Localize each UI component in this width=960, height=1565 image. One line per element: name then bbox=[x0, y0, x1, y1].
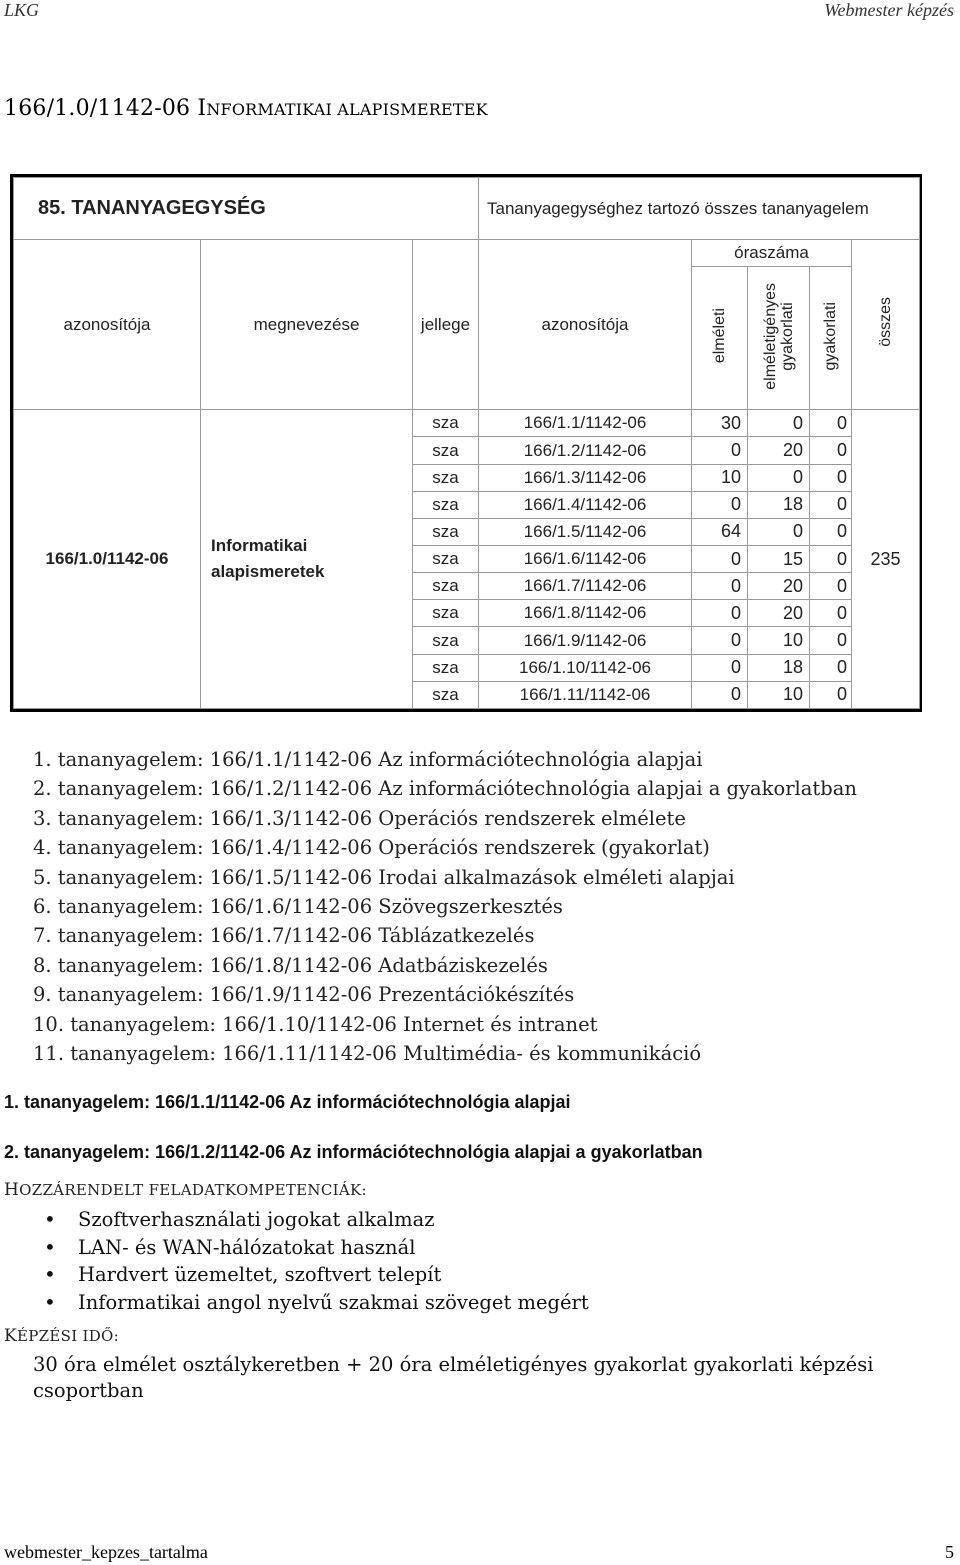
heading-element-1: 1. tananyagelem: 166/1.1/1142-06 Az információtechnológia alapjai bbox=[4, 1092, 571, 1112]
col-azonositoja-2: azonosítója bbox=[479, 240, 692, 410]
competency-item: • Szoftverhasználati jogokat alkalmaz bbox=[44, 1206, 589, 1234]
row-elmeletigenyes: 0 bbox=[748, 518, 810, 545]
total-hours: 235 bbox=[852, 410, 920, 709]
row-elmeleti: 0 bbox=[692, 600, 748, 627]
page-number: 5 bbox=[945, 1542, 954, 1562]
row-type: sza bbox=[413, 654, 479, 681]
row-type: sza bbox=[413, 573, 479, 600]
row-elmeletigenyes: 0 bbox=[748, 464, 810, 491]
row-gyakorlati: 0 bbox=[810, 410, 852, 437]
row-elmeleti: 0 bbox=[692, 654, 748, 681]
list-item: 5. tananyagelem: 166/1.5/1142-06 Irodai alkalmazások elméleti alapjai bbox=[33, 865, 735, 889]
row-elmeletigenyes: 18 bbox=[748, 491, 810, 518]
list-item: 11. tananyagelem: 166/1.11/1142-06 Multimédia- és kommunikáció bbox=[33, 1042, 702, 1066]
list-item: 4. tananyagelem: 166/1.4/1142-06 Operációs rendszerek (gyakorlat) bbox=[33, 836, 710, 860]
competency-item: • LAN- és WAN-hálózatokat használ bbox=[44, 1234, 589, 1262]
header-right: Webmester képzés bbox=[824, 0, 954, 20]
row-id: 166/1.1/1142-06 bbox=[479, 410, 692, 437]
list-item: 3. tananyagelem: 166/1.3/1142-06 Operációs rendszerek elmélete bbox=[33, 806, 686, 830]
row-elmeleti: 30 bbox=[692, 410, 748, 437]
unit-code: 166/1.0/1142-06 bbox=[14, 410, 201, 709]
row-elmeleti: 0 bbox=[692, 437, 748, 464]
row-type: sza bbox=[413, 600, 479, 627]
curriculum-table bbox=[13, 177, 920, 709]
row-gyakorlati: 0 bbox=[810, 546, 852, 573]
list-item: 8. tananyagelem: 166/1.8/1142-06 Adatbáziskezelés bbox=[33, 953, 548, 977]
row-gyakorlati: 0 bbox=[810, 491, 852, 518]
row-id: 166/1.10/1142-06 bbox=[479, 654, 692, 681]
col-gyakorlati: gyakorlati bbox=[810, 267, 852, 410]
training-time-text: 30 óra elmélet osztálykeretben + 20 óra elméletigényes gyakorlat gyakorlati képzési csoportban bbox=[33, 1353, 874, 1402]
training-time-label: KÉPZÉSI IDŐ: bbox=[4, 1326, 120, 1346]
row-elmeleti: 64 bbox=[692, 518, 748, 545]
row-type: sza bbox=[413, 627, 479, 654]
row-id: 166/1.7/1142-06 bbox=[479, 573, 692, 600]
competencies-label: HOZZÁRENDELT FELADATKOMPETENCIÁK: bbox=[4, 1180, 367, 1200]
row-gyakorlati: 0 bbox=[810, 600, 852, 627]
table-row bbox=[14, 410, 920, 437]
curriculum-table-frame bbox=[10, 174, 922, 712]
row-type: sza bbox=[413, 681, 479, 708]
col-jellege: jellege bbox=[413, 240, 479, 410]
row-elmeletigenyes: 20 bbox=[748, 600, 810, 627]
row-id: 166/1.9/1142-06 bbox=[479, 627, 692, 654]
col-azonositoja: azonosítója bbox=[14, 240, 201, 410]
row-elmeletigenyes: 15 bbox=[748, 546, 810, 573]
header-left: LKG bbox=[4, 0, 40, 20]
row-elmeletigenyes: 20 bbox=[748, 573, 810, 600]
row-type: sza bbox=[413, 546, 479, 573]
row-id: 166/1.6/1142-06 bbox=[479, 546, 692, 573]
heading-element-2: 2. tananyagelem: 166/1.2/1142-06 Az információtechnológia alapjai a gyakorlatban bbox=[4, 1142, 703, 1162]
competency-item: • Hardvert üzemeltet, szoftvert telepít bbox=[44, 1261, 589, 1289]
row-id: 166/1.4/1142-06 bbox=[479, 491, 692, 518]
row-type: sza bbox=[413, 518, 479, 545]
competency-item: • Informatikai angol nyelvű szakmai szöveget megért bbox=[44, 1289, 589, 1317]
row-gyakorlati: 0 bbox=[810, 437, 852, 464]
row-gyakorlati: 0 bbox=[810, 627, 852, 654]
row-id: 166/1.5/1142-06 bbox=[479, 518, 692, 545]
col-oraszama: óraszáma bbox=[692, 240, 852, 267]
row-id: 166/1.11/1142-06 bbox=[479, 681, 692, 708]
row-gyakorlati: 0 bbox=[810, 654, 852, 681]
competencies-list bbox=[44, 1206, 589, 1316]
row-type: sza bbox=[413, 464, 479, 491]
col-osszes: összes bbox=[852, 240, 920, 410]
row-elmeleti: 10 bbox=[692, 464, 748, 491]
list-item: 2. tananyagelem: 166/1.2/1142-06 Az információtechnológia alapjai a gyakorlatban bbox=[33, 777, 857, 801]
list-item: 1. tananyagelem: 166/1.1/1142-06 Az információtechnológia alapjai bbox=[33, 748, 703, 771]
row-elmeleti: 0 bbox=[692, 627, 748, 654]
row-elmeleti: 0 bbox=[692, 546, 748, 573]
list-item: 9. tananyagelem: 166/1.9/1142-06 Prezentációkészítés bbox=[33, 983, 575, 1007]
row-gyakorlati: 0 bbox=[810, 464, 852, 491]
row-elmeletigenyes: 20 bbox=[748, 437, 810, 464]
row-elmeleti: 0 bbox=[692, 573, 748, 600]
row-type: sza bbox=[413, 437, 479, 464]
col-elmeletigenyes-gyakorlati: elméletigényes gyakorlati bbox=[748, 267, 810, 410]
list-item: 10. tananyagelem: 166/1.10/1142-06 Internet és intranet bbox=[33, 1012, 598, 1036]
row-gyakorlati: 0 bbox=[810, 573, 852, 600]
row-gyakorlati: 0 bbox=[810, 681, 852, 708]
row-elmeletigenyes: 18 bbox=[748, 654, 810, 681]
row-elmeleti: 0 bbox=[692, 491, 748, 518]
row-elmeletigenyes: 10 bbox=[748, 627, 810, 654]
footer-filename: webmester_kepzes_tartalma bbox=[4, 1542, 208, 1562]
row-id: 166/1.3/1142-06 bbox=[479, 464, 692, 491]
row-type: sza bbox=[413, 410, 479, 437]
row-gyakorlati: 0 bbox=[810, 518, 852, 545]
row-type: sza bbox=[413, 491, 479, 518]
unit-name: Informatikai alapismeretek bbox=[201, 410, 413, 709]
element-list bbox=[33, 745, 857, 1068]
col-elmeleti: elméleti bbox=[692, 267, 748, 410]
row-id: 166/1.2/1142-06 bbox=[479, 437, 692, 464]
page-title: 166/1.0/1142-06 INFORMATIKAI ALAPISMERETEK bbox=[4, 96, 488, 121]
list-item: 6. tananyagelem: 166/1.6/1142-06 Szövegszerkesztés bbox=[33, 895, 563, 919]
row-elmeleti: 0 bbox=[692, 681, 748, 708]
col-megnevezese: megnevezése bbox=[201, 240, 413, 410]
list-item: 7. tananyagelem: 166/1.7/1142-06 Táblázatkezelés bbox=[33, 924, 535, 948]
row-elmeletigenyes: 10 bbox=[748, 681, 810, 708]
row-id: 166/1.8/1142-06 bbox=[479, 600, 692, 627]
elem-title: Tananyagegységhez tartozó összes tananyagelem bbox=[479, 178, 920, 240]
unit-title: 85. TANANYAGEGYSÉG bbox=[14, 178, 479, 240]
row-elmeletigenyes: 0 bbox=[748, 410, 810, 437]
